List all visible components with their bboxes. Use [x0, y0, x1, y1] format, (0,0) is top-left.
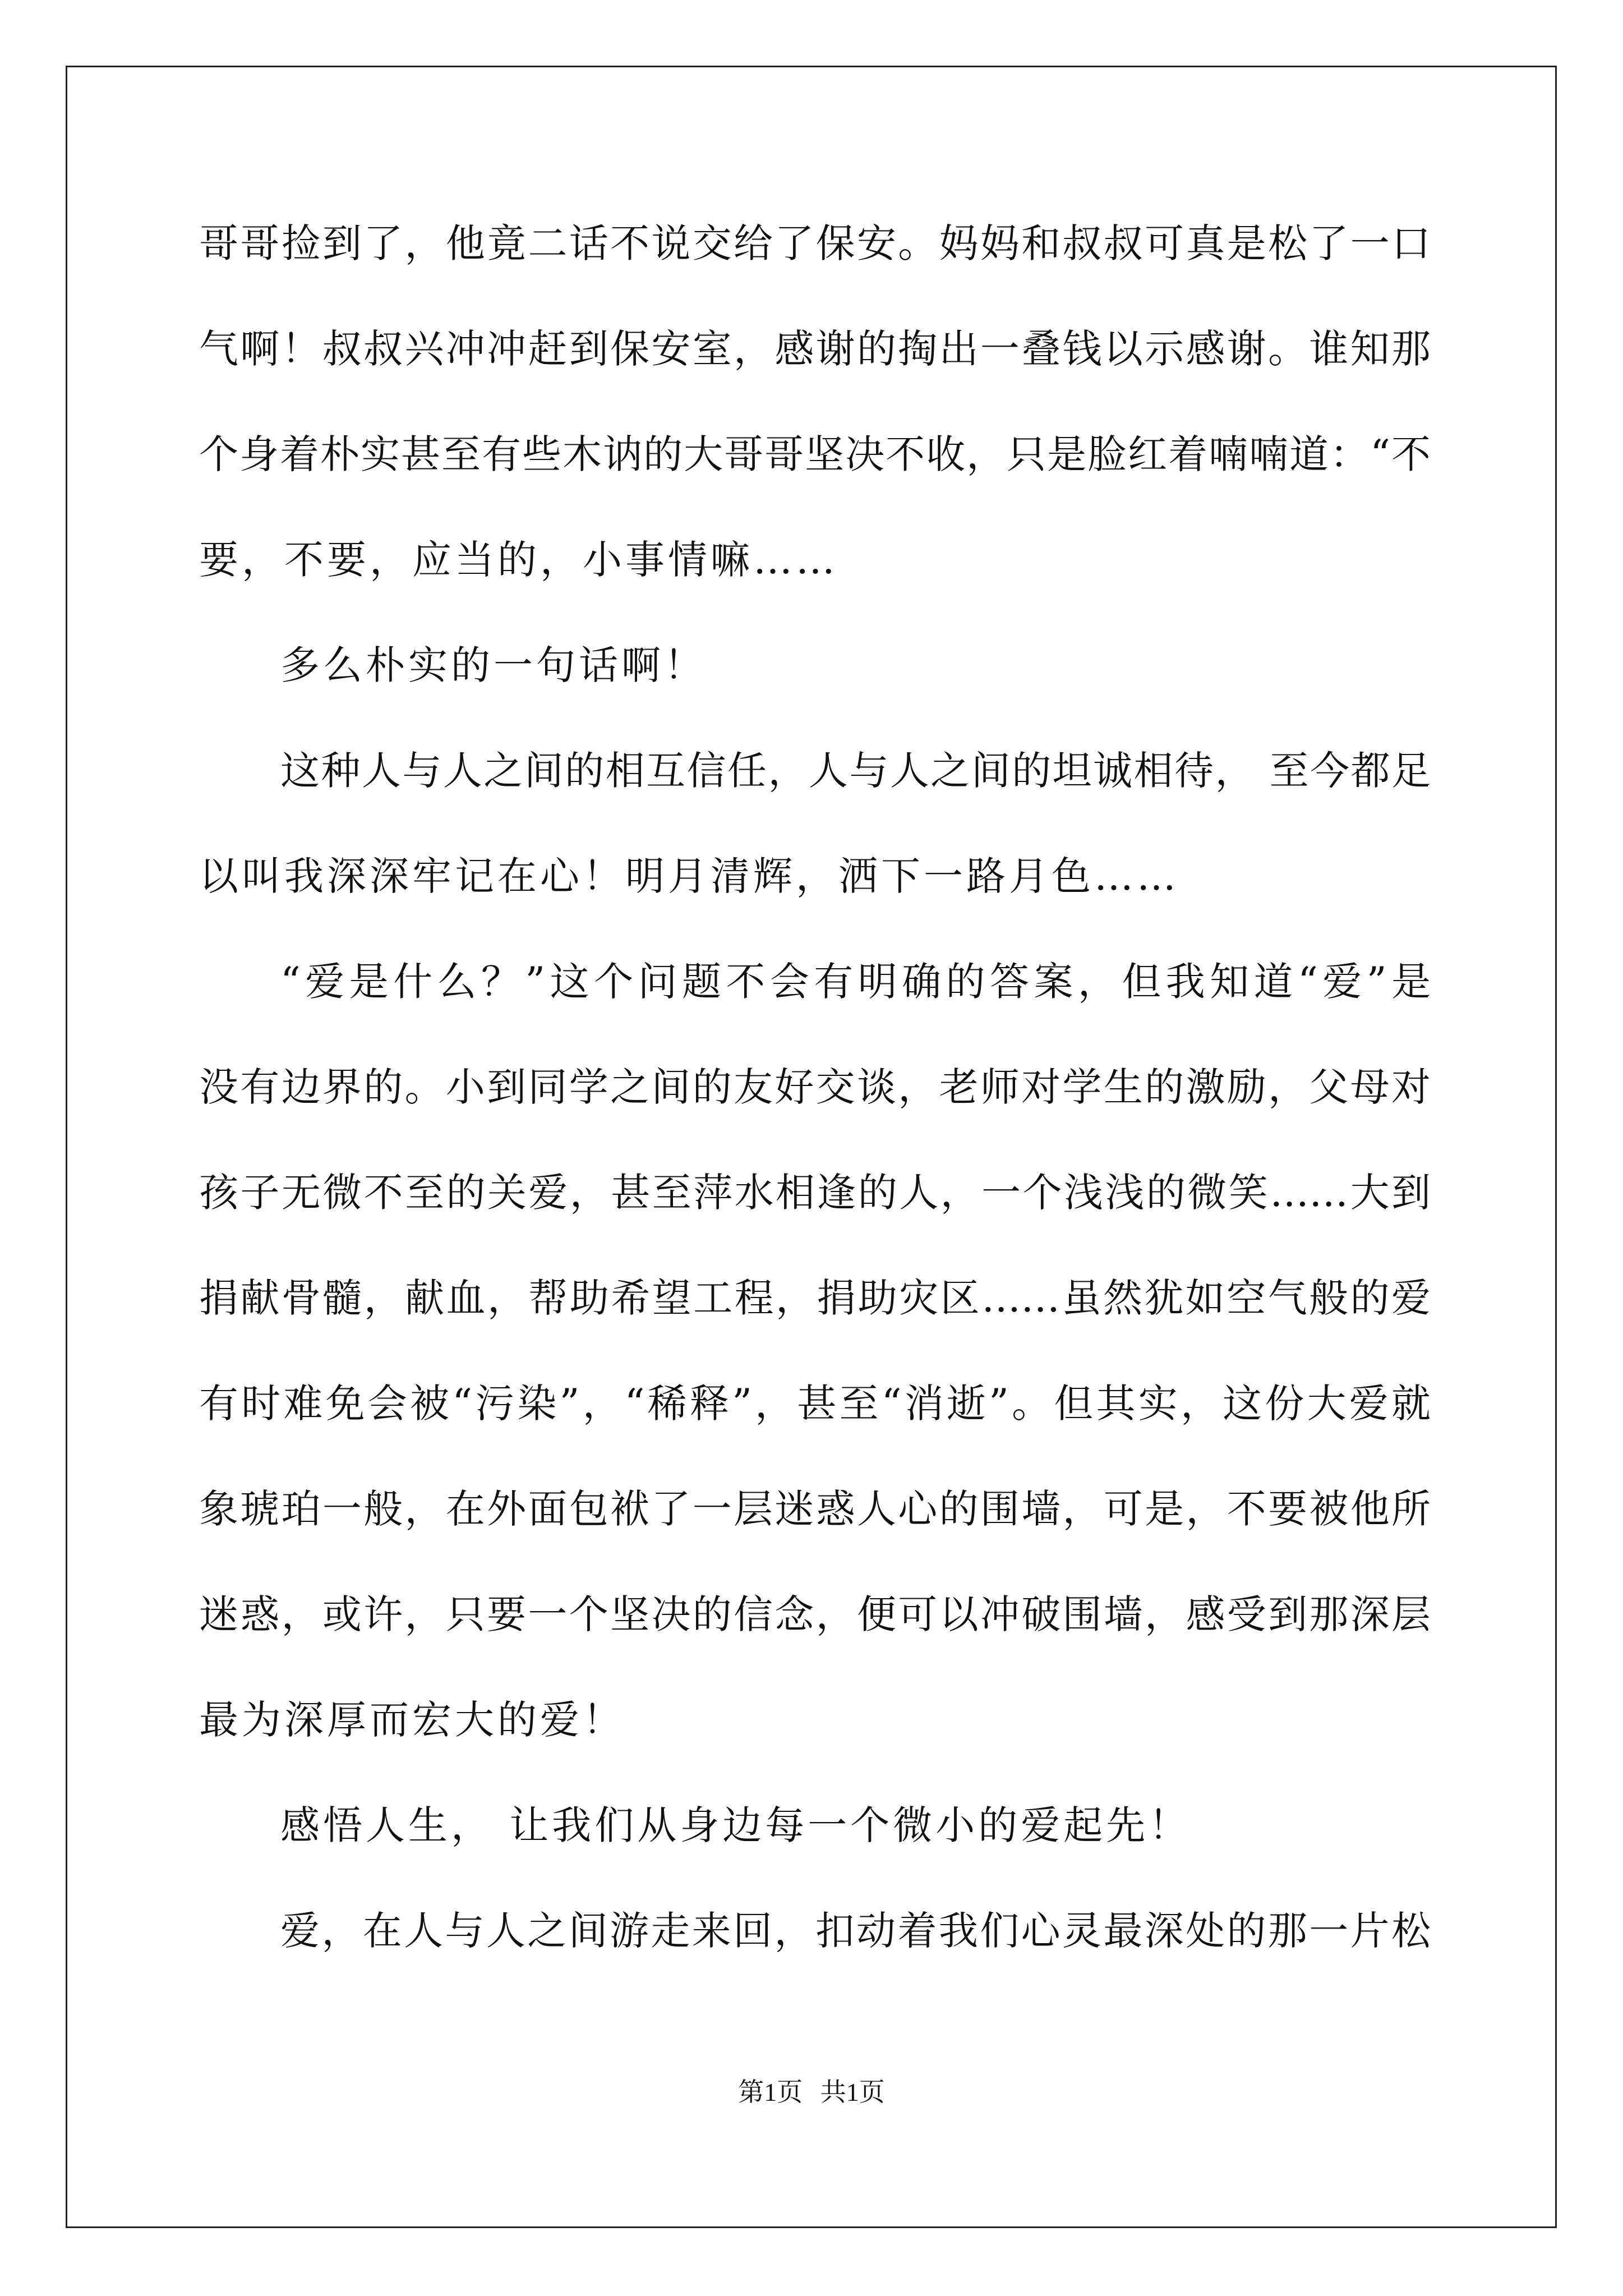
paragraph-line: “爱是什么？”这个问题不会有明确的答案，但我知道“爱”是 — [280, 959, 1431, 1005]
text-line: 孩子无微不至的关爱，甚至萍水相逢的人，一个浅浅的微笑……大到 — [199, 1170, 1431, 1216]
text-line: 个身着朴实甚至有些木讷的大哥哥坚决不收，只是脸红着喃喃道：“不 — [199, 431, 1431, 477]
paragraph-line: 爱，在人与人之间游走来回，扣动着我们心灵最深处的那一片松 — [280, 1908, 1431, 1954]
paragraph-line: 多么朴实的一句话啊！ — [280, 642, 707, 688]
text-line: 象琥珀一般，在外面包袱了一层迷惑人心的围墙，可是，不要被他所 — [199, 1486, 1431, 1532]
page-total: 共1页 — [820, 2078, 885, 2106]
text-line: 哥哥捡到了，他竟二话不说交给了保安。妈妈和叔叔可真是松了一口 — [199, 220, 1431, 266]
text-line: 捐献骨髓，献血，帮助希望工程，捐助灾区……虽然犹如空气般的爱 — [199, 1275, 1431, 1321]
text-line: 气啊！叔叔兴冲冲赶到保安室，感谢的掏出一叠钱以示感谢。谁知那 — [199, 326, 1431, 372]
text-line: 最为深厚而宏大的爱！ — [199, 1697, 625, 1743]
page-border — [66, 66, 1557, 2228]
page-number: 第1页 — [738, 2078, 803, 2106]
text-line: 以叫我深深牢记在心！明月清辉，洒下一路月色…… — [199, 853, 1179, 899]
text-line: 迷惑，或许，只要一个坚决的信念，便可以冲破围墙，感受到那深层 — [199, 1591, 1431, 1637]
text-line: 要，不要，应当的，小事情嘛…… — [199, 537, 838, 583]
paragraph-line: 这种人与人之间的相互信任，人与人之间的坦诚相待， 至今都足 — [280, 748, 1431, 794]
page-footer — [0, 2076, 1623, 2109]
paragraph-line: 感悟人生， 让我们从身边每一个微小的爱起先！ — [280, 1802, 1192, 1848]
text-line: 有时难免会被“污染”，“稀释”，甚至“消逝”。但其实，这份大爱就 — [199, 1381, 1431, 1427]
text-line: 没有边界的。小到同学之间的友好交谈，老师对学生的激励，父母对 — [199, 1064, 1431, 1110]
